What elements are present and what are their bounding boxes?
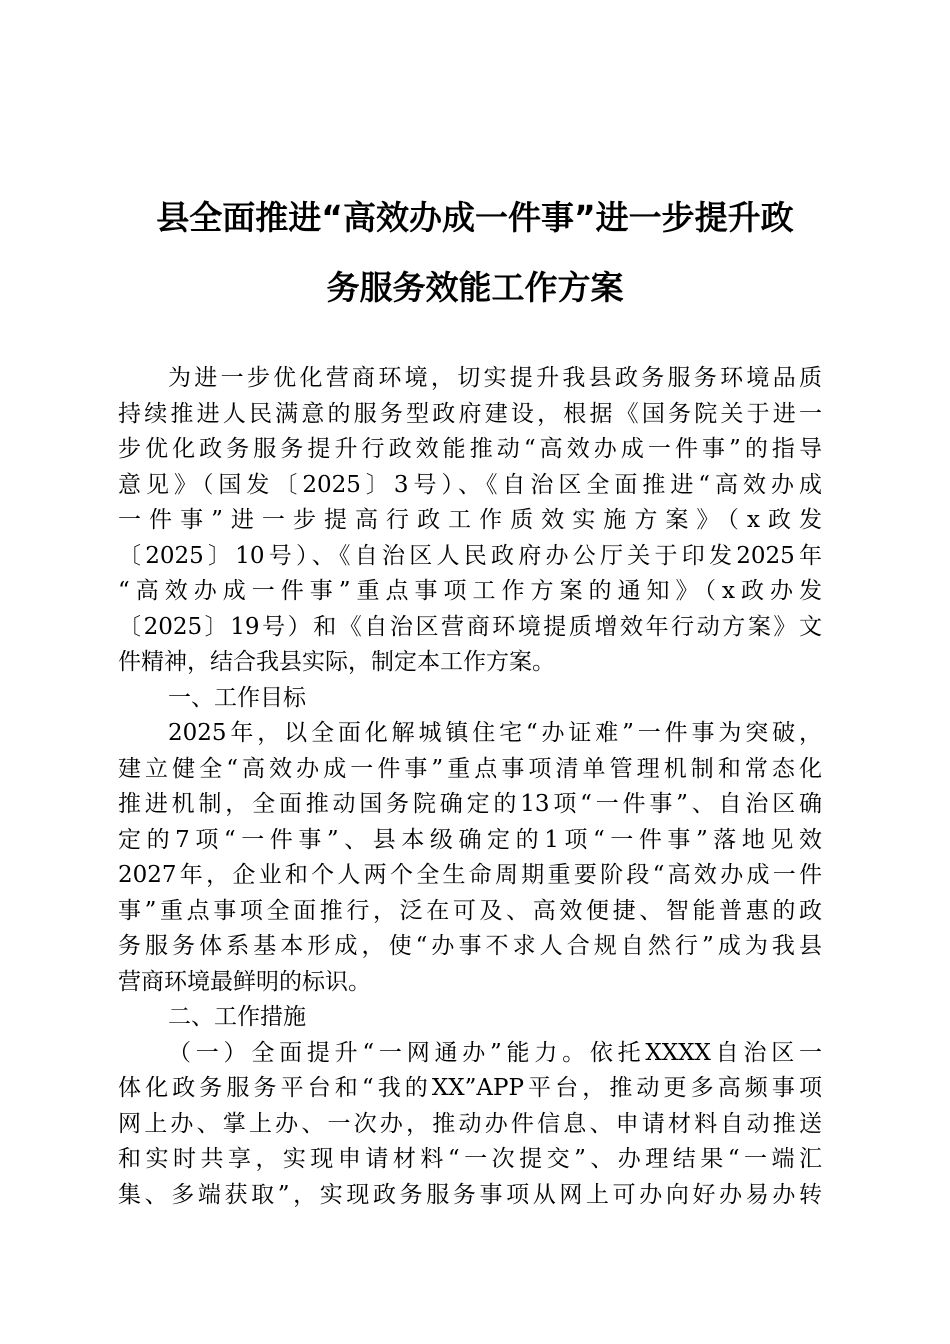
- goals-line: 务服务体系基本形成，使“办事不求人合规自然行”成为我县: [118, 933, 822, 959]
- measures-line: （一）全面提升“一网通办”能力。依托XXXX自治区一: [168, 1039, 822, 1066]
- goals-line: 定的7项“一件事”、县本级确定的1项“一件事”落地见效: [118, 826, 822, 853]
- intro-line: 意见》（国发〔2025〕3号）、《自治区全面推进“高效办成: [118, 471, 822, 498]
- intro-line: 件精神，结合我县实际，制定本工作方案。: [118, 649, 555, 675]
- intro-line: “高效办成一件事”重点事项工作方案的通知》（x政办发: [118, 578, 822, 604]
- section-heading-measures: 二、工作措施: [168, 1004, 306, 1030]
- goals-line: 建立健全“高效办成一件事”重点事项清单管理机制和常态化: [118, 755, 822, 782]
- goals-line: 事”重点事项全面推行，泛在可及、高效便捷、智能普惠的政: [118, 897, 822, 924]
- measures-line: 体化政务服务平台和“我的XX”APP平台，推动更多高频事项: [118, 1075, 822, 1101]
- intro-line: 〔2025〕19号）和《自治区营商环境提质增效年行动方案》文: [118, 613, 822, 640]
- intro-line: 为进一步优化营商环境，切实提升我县政务服务环境品质: [168, 365, 822, 391]
- measures-line: 集、多端获取”，实现政务服务事项从网上可办向好办易办转: [118, 1181, 822, 1208]
- document-title-line-1: 县全面推进“高效办成一件事”进一步提升政: [156, 198, 794, 237]
- document-body: [118, 361, 822, 1213]
- measures-line: 网上办、掌上办、一次办，推动办件信息、申请材料自动推送: [118, 1110, 822, 1137]
- intro-line: 持续推进人民满意的服务型政府建设，根据《国务院关于进一: [118, 400, 822, 427]
- intro-line: 步优化政务服务提升行政效能推动“高效办成一件事”的指导: [118, 436, 822, 462]
- intro-line: 〔2025〕10号）、《自治区人民政府办公厅关于印发2025年: [118, 542, 822, 569]
- goals-line: 2025年，以全面化解城镇住宅“办证难”一件事为突破，: [168, 720, 822, 746]
- intro-line: 一件事”进一步提高行政工作质效实施方案》（x政发: [118, 507, 822, 533]
- goals-line: 2027年，企业和个人两个全生命周期重要阶段“高效办成一件: [118, 862, 822, 888]
- document-title-line-2: 务服务效能工作方案: [326, 268, 624, 307]
- section-heading-goals: 一、工作目标: [168, 684, 306, 711]
- goals-line: 推进机制，全面推动国务院确定的13项“一件事”、自治区确: [118, 791, 822, 817]
- measures-line: 和实时共享，实现申请材料“一次提交”、办理结果“一端汇: [118, 1146, 822, 1172]
- goals-line: 营商环境最鲜明的标识。: [118, 968, 371, 995]
